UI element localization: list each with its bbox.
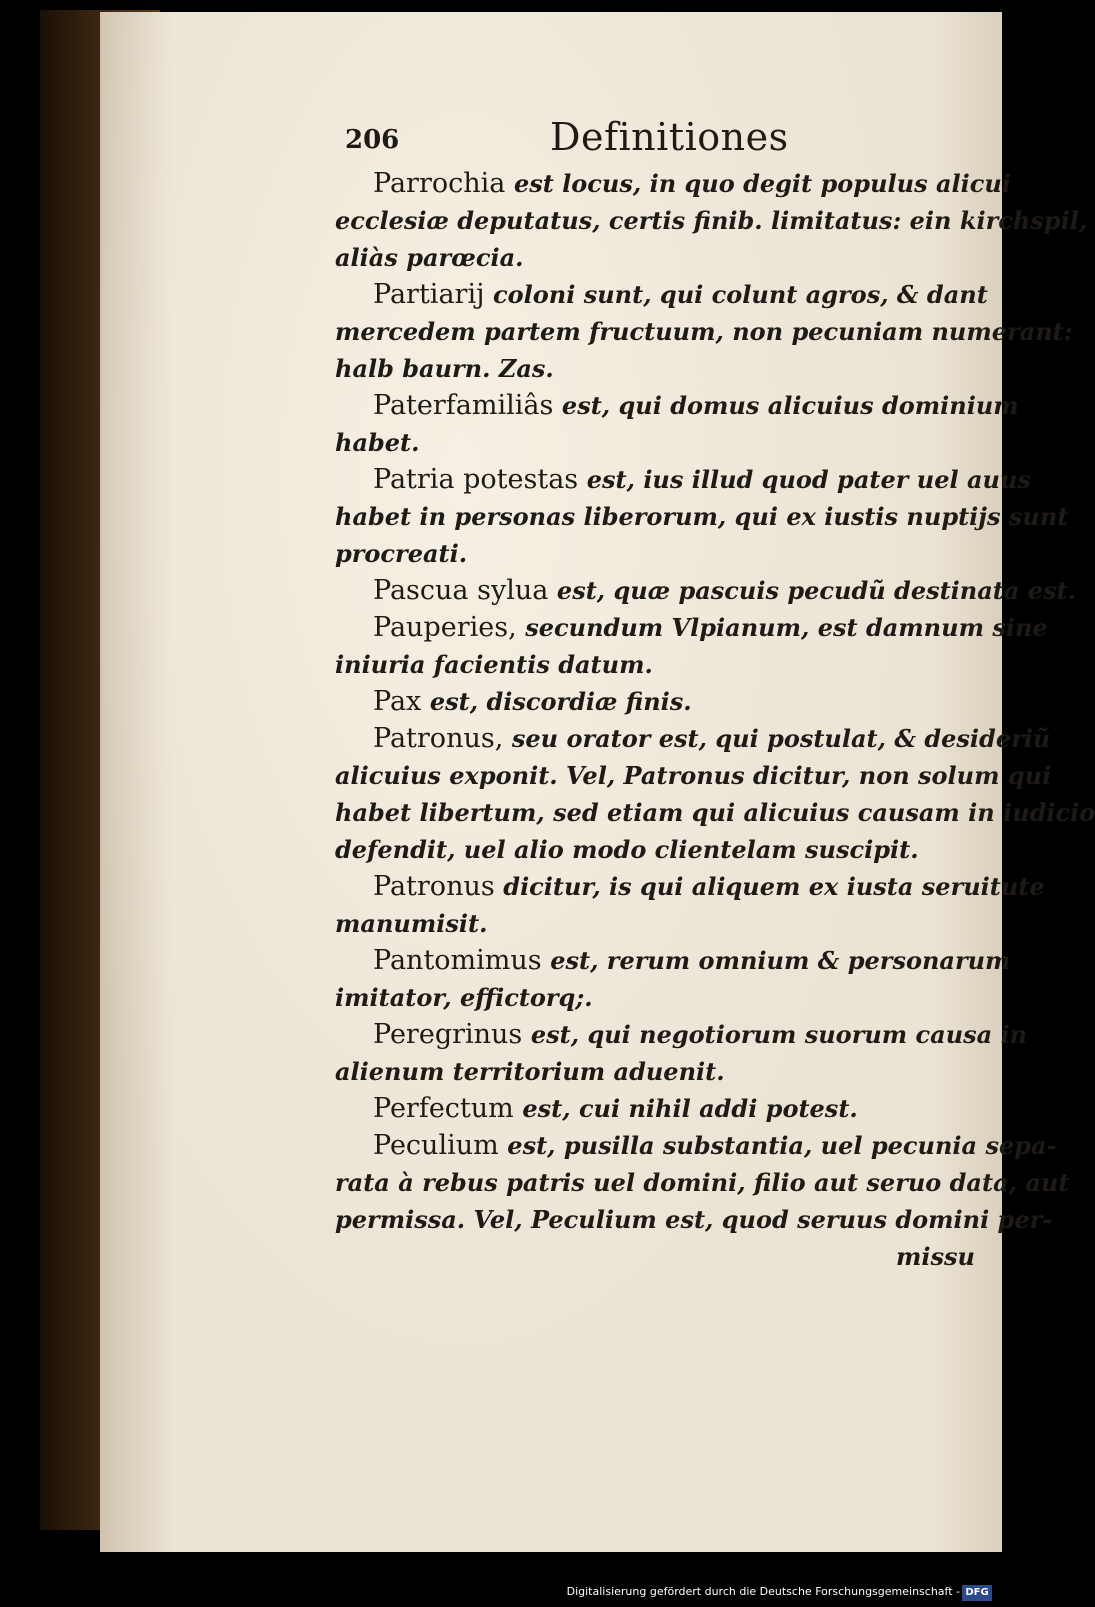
definition-text: habet. bbox=[335, 428, 420, 457]
definition-entry bbox=[335, 1090, 975, 1127]
definition-entry bbox=[335, 461, 1069, 572]
definition-entry bbox=[335, 683, 975, 720]
running-title: Definitiones bbox=[550, 115, 789, 159]
definition-text: est, cui nihil addi potest. bbox=[522, 1094, 858, 1123]
text-line bbox=[335, 1127, 1057, 1164]
page-number: 206 bbox=[345, 125, 400, 155]
text-line bbox=[335, 757, 1052, 794]
definition-text: rata à rebus patris uel domini, filio aut seruo data, aut bbox=[335, 1168, 1070, 1197]
definition-text: mercedem partem fructuum, non pecuniam numerant: bbox=[335, 317, 1073, 346]
definition-text: iniuria facientis datum. bbox=[335, 650, 653, 679]
digitization-credit: Digitalisierung gefördert durch die Deutsche Forschungsgemeinschaft - bbox=[566, 1585, 960, 1598]
text-line bbox=[335, 387, 1019, 424]
text-line bbox=[335, 424, 975, 461]
definition-text: dicitur, is qui aliquem ex iusta seruitute bbox=[503, 872, 1045, 901]
text-line bbox=[335, 609, 1048, 646]
text-line bbox=[335, 535, 975, 572]
definition-text: halb baurn. Zas. bbox=[335, 354, 554, 383]
headword: Pax bbox=[373, 686, 430, 717]
definition-text: alienum territorium aduenit. bbox=[335, 1057, 725, 1086]
definition-entry bbox=[335, 868, 1045, 942]
definition-entry bbox=[335, 276, 1073, 387]
headword: Patronus bbox=[373, 871, 504, 902]
definition-text: seu orator est, qui postulat, & desideriũ bbox=[511, 724, 1051, 753]
definition-text: defendit, uel alio modo clientelam suscipit. bbox=[335, 835, 919, 864]
definition-entry bbox=[335, 387, 1019, 461]
definition-text: est, quæ pascuis pecudũ destinata est. bbox=[556, 576, 1077, 605]
definition-text: coloni sunt, qui colunt agros, & dant bbox=[493, 280, 988, 309]
text-line bbox=[335, 646, 975, 683]
definition-text: habet in personas liberorum, qui ex iustis nuptijs sunt bbox=[335, 502, 1069, 531]
headword: Pauperies, bbox=[373, 612, 526, 643]
page-header bbox=[345, 115, 985, 165]
definition-entry bbox=[335, 165, 1088, 276]
definition-entry bbox=[335, 609, 1048, 683]
definition-text: est, ius illud quod pater uel auus bbox=[586, 465, 1031, 494]
text-line bbox=[335, 350, 975, 387]
definitions-text bbox=[335, 165, 1095, 1275]
text-line bbox=[335, 1053, 975, 1090]
text-line bbox=[335, 165, 1011, 202]
definition-text: est, rerum omnium & personarum bbox=[550, 946, 1011, 975]
headword: Pantomimus bbox=[373, 945, 551, 976]
headword: Peregrinus bbox=[373, 1019, 531, 1050]
definition-entry bbox=[335, 572, 1077, 609]
text-line bbox=[335, 239, 975, 276]
text-line bbox=[335, 1090, 975, 1127]
footer-strip bbox=[0, 1583, 1000, 1607]
text-line bbox=[335, 794, 1095, 831]
headword: Pascua sylua bbox=[373, 575, 557, 606]
definition-text: aliàs parœcia. bbox=[335, 243, 524, 272]
text-line bbox=[335, 313, 1073, 350]
text-line bbox=[335, 905, 975, 942]
headword: Parrochia bbox=[373, 168, 514, 199]
definition-text: procreati. bbox=[335, 539, 468, 568]
definition-text: est, qui negotiorum suorum causa in bbox=[530, 1020, 1028, 1049]
definition-entry bbox=[335, 1016, 1028, 1090]
text-line bbox=[335, 1164, 1070, 1201]
definition-text: est, discordiæ finis. bbox=[429, 687, 692, 716]
text-line bbox=[335, 979, 975, 1016]
definition-text: permissa. Vel, Peculium est, quod seruus domini per- bbox=[335, 1205, 1053, 1234]
text-line bbox=[335, 1201, 1053, 1238]
text-line bbox=[335, 461, 1031, 498]
headword: Peculium bbox=[373, 1130, 508, 1161]
definition-text: est locus, in quo degit populus alicui bbox=[513, 169, 1011, 198]
text-line bbox=[335, 720, 1051, 757]
text-line bbox=[335, 572, 1077, 609]
definition-text: habet libertum, sed etiam qui alicuius causam in iudicio bbox=[335, 798, 1095, 827]
text-line bbox=[335, 942, 1011, 979]
headword: Paterfamiliâs bbox=[373, 390, 562, 421]
headword: Perfectum bbox=[373, 1093, 523, 1124]
headword: Patronus, bbox=[373, 723, 512, 754]
definition-text: alicuius exponit. Vel, Patronus dicitur, non solum qui bbox=[335, 761, 1052, 790]
text-line bbox=[335, 831, 975, 868]
text-line bbox=[335, 1016, 1028, 1053]
text-line bbox=[335, 202, 1088, 239]
headword: Partiarij bbox=[373, 279, 494, 310]
definition-entry bbox=[335, 720, 1095, 868]
definition-entry bbox=[335, 1127, 1070, 1238]
catchword: missu bbox=[896, 1242, 975, 1271]
definition-text: secundum Vlpianum, est damnum sine bbox=[525, 613, 1048, 642]
text-line bbox=[335, 868, 1045, 905]
definition-text: est, qui domus alicuius dominium bbox=[561, 391, 1019, 420]
definition-text: imitator, effictorq;. bbox=[335, 983, 593, 1012]
headword: Patria potestas bbox=[373, 464, 587, 495]
definition-entry bbox=[335, 942, 1011, 1016]
definition-text: ecclesiæ deputatus, certis finib. limitatus: ein kirchspil, bbox=[335, 206, 1088, 235]
text-line bbox=[335, 498, 1069, 535]
dfg-logo-icon: DFG bbox=[962, 1585, 992, 1601]
text-line bbox=[335, 276, 988, 313]
definition-text: est, pusilla substantia, uel pecunia sepa- bbox=[507, 1131, 1057, 1160]
definition-text: manumisit. bbox=[335, 909, 488, 938]
text-line bbox=[335, 683, 975, 720]
